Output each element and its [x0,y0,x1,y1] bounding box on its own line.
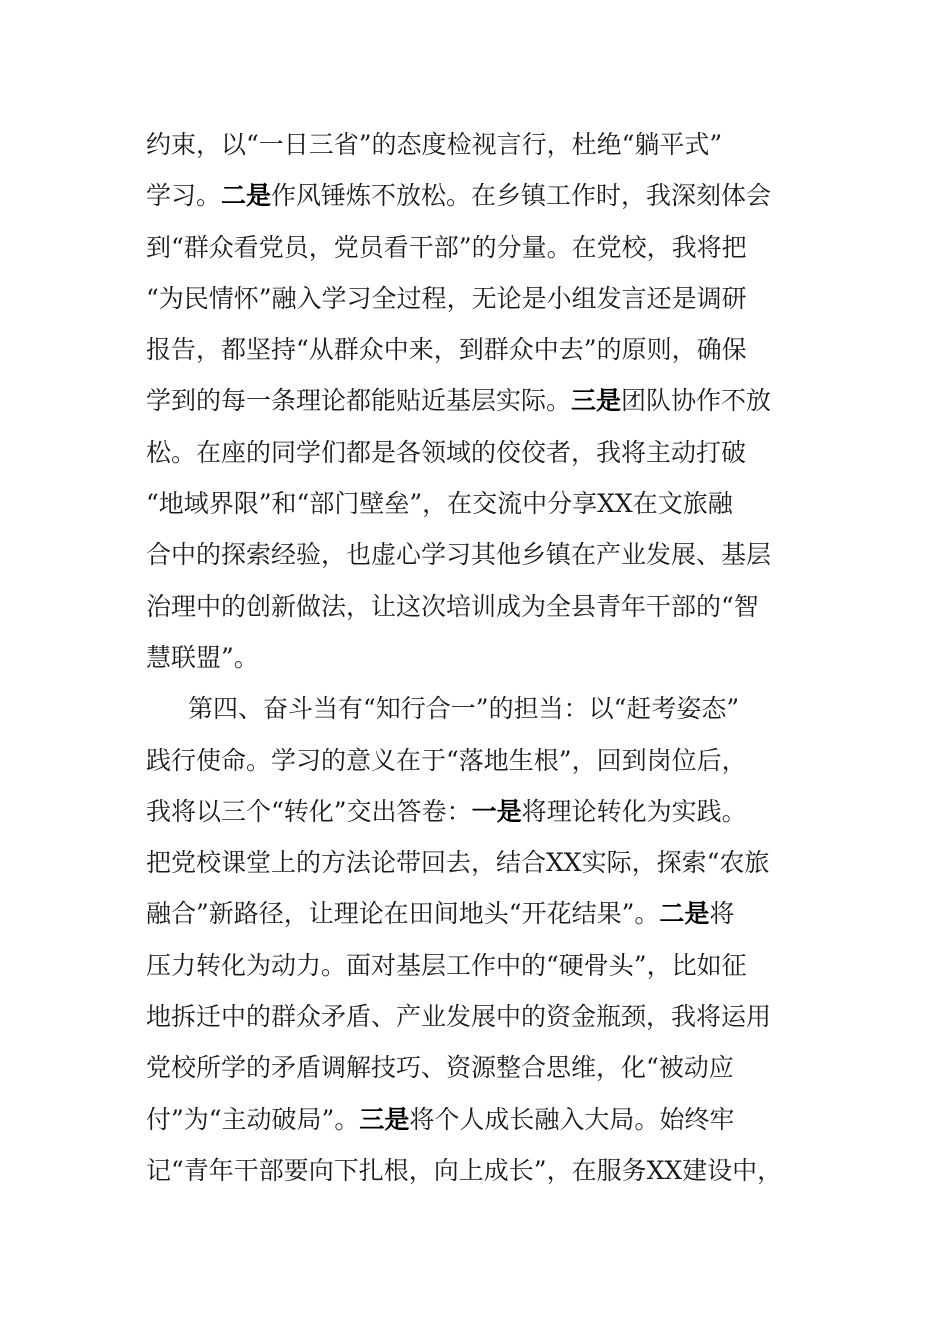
text-line [146,996,816,1047]
text-run: 合中的探索经验，也虚心学习其他乡镇在产业发展、基层 [146,540,772,570]
text-run: 融合”新路径，让理论在田间地头“开花结果”。 [146,899,660,929]
text-line [146,175,816,226]
text-run: 松。在座的同学们都是各领域的佼佼者，我将主动打破 [146,437,747,467]
text-line [146,1150,816,1201]
text-line [146,842,816,893]
body-text [146,124,816,1201]
text-run: 到“群众看党员，党员看干部”的分量。在党校，我将把 [146,232,747,262]
text-run: 记“青年干部要向下扎根，向上成长”，在服务XX建设中， [146,1155,783,1185]
text-run: 学到的每一条理论都能贴近基层实际。 [146,386,572,416]
text-run: 将理论转化为实践。 [521,796,747,826]
text-run: 把党校课堂上的方法论带回去，结合XX实际，探索“农旅 [146,848,770,878]
bold-marker: 二是 [221,181,272,211]
text-run: 治理中的创新做法，让这次培训成为全县青年干部的“智 [146,591,759,621]
text-line [146,1099,816,1150]
paragraph-first-line [146,688,816,739]
text-run: 地拆迁中的群众矛盾、产业发展中的资金瓶颈，我将运用 [146,1002,772,1032]
text-line [146,124,816,175]
text-line [146,1047,816,1098]
text-line [146,483,816,534]
text-line [146,945,816,996]
text-run: 报告，都坚持“从群众中来，到群众中去”的原则，确保 [146,335,747,365]
text-line [146,329,816,380]
text-run: 团队协作不放 [621,386,772,416]
text-run: 作风锤炼不放松。在乡镇工作时，我深刻体会 [271,181,772,211]
text-line [146,893,816,944]
text-run: “地域界限”和“部门壁垒”，在交流中分享XX在文旅融 [146,489,733,519]
text-run: 压力转化为动力。面对基层工作中的“硬骨头”，比如征 [146,950,747,980]
text-line [146,534,816,585]
text-run: 第四、奋斗当有“知行合一”的担当：以“赶考姿态” [188,694,740,724]
bold-marker: 三是 [571,386,622,416]
text-line [146,432,816,483]
text-run: 学习。 [146,181,222,211]
text-run: 将 [709,899,735,929]
text-run: 将个人成长融入大局。始终牢 [409,1104,735,1134]
text-run: 我将以三个“转化”交出答卷： [146,796,472,826]
text-line [146,791,816,842]
bold-marker: 一是 [471,796,522,826]
text-run: 党校所学的矛盾调解技巧、资源整合思维，化“被动应 [146,1053,734,1083]
text-run: 慧联盟”。 [146,642,259,672]
text-run: 约束，以“一日三省”的态度检视言行，杜绝“躺平式” [146,130,723,159]
text-run: 践行使命。学习的意义在于“落地生根”，回到岗位后， [146,745,747,775]
text-line [146,380,816,431]
text-line [146,227,816,278]
text-line [146,586,816,637]
bold-marker: 二是 [659,899,710,929]
text-run: 付”为“主动破局”。 [146,1104,360,1134]
bold-marker: 三是 [359,1104,410,1134]
text-line [146,278,816,329]
text-line [146,637,816,688]
text-run: “为民情怀”融入学习全过程，无论是小组发言还是调研 [146,283,747,313]
text-line [146,740,816,791]
